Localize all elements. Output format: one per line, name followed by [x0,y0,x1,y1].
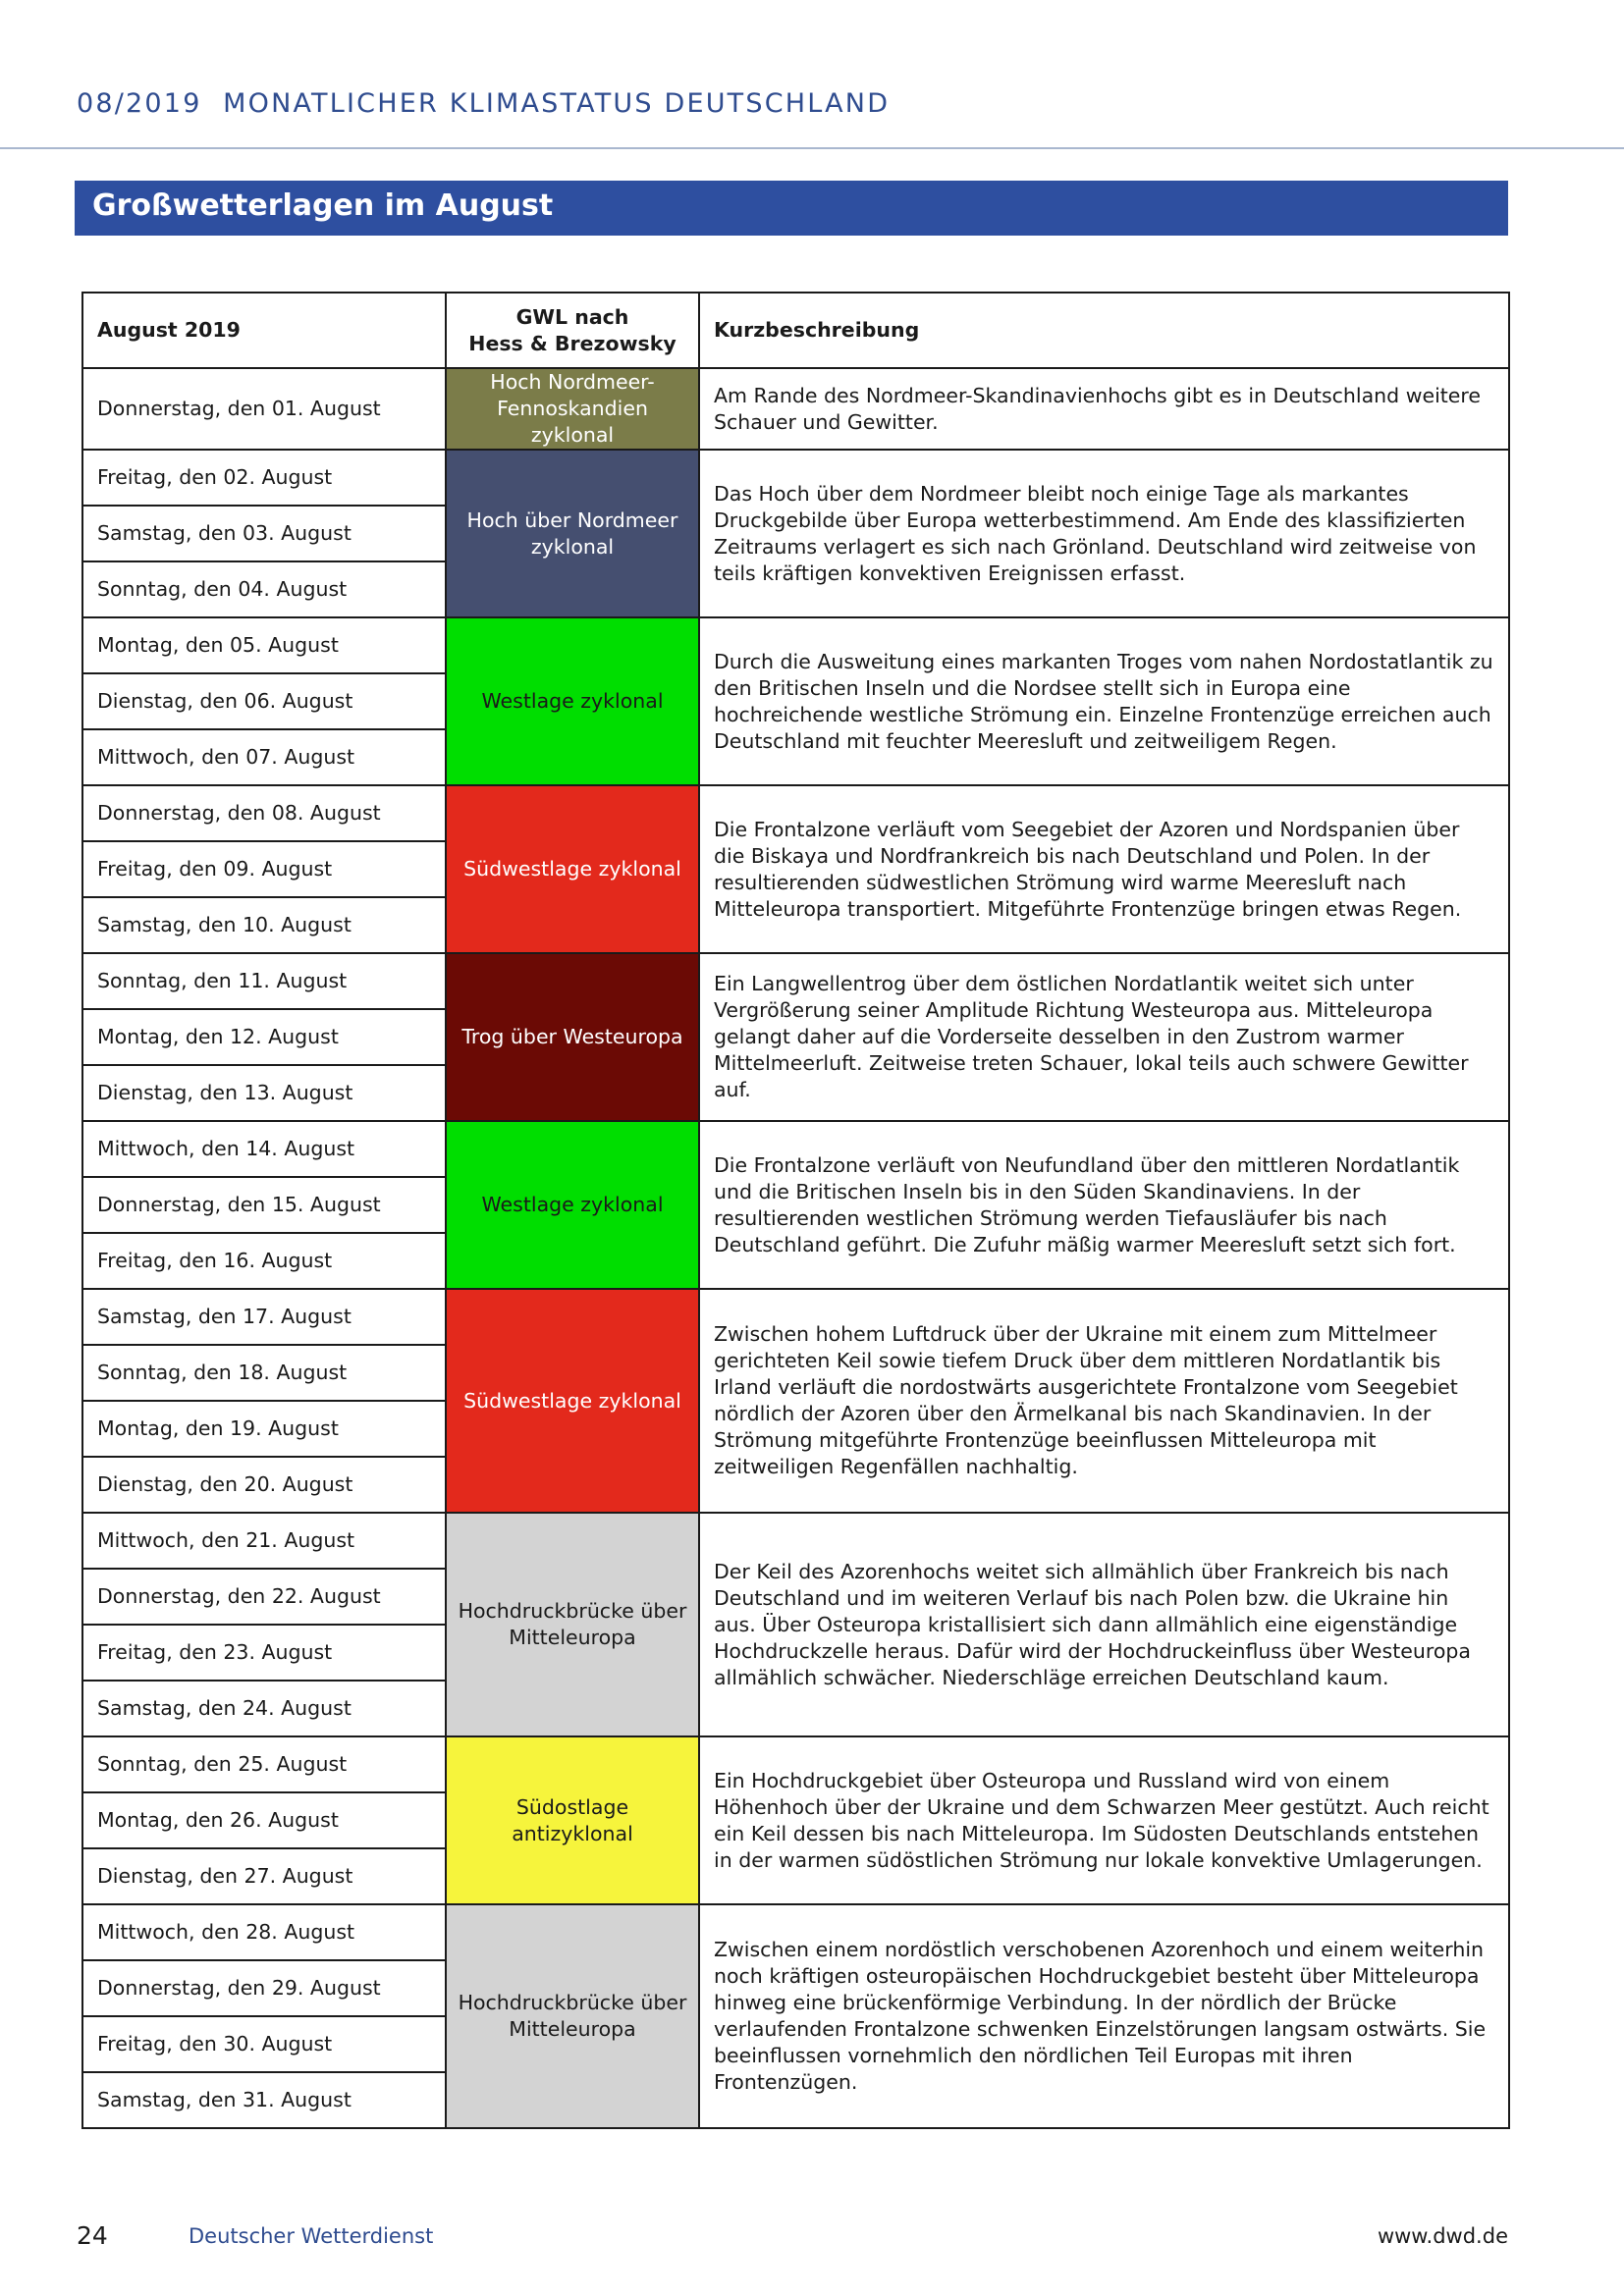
date-cell: Dienstag, den 06. August [82,673,446,729]
date-cell: Dienstag, den 13. August [82,1065,446,1121]
date-cell: Freitag, den 09. August [82,841,446,897]
description-cell: Zwischen einem nordöstlich verschobenen Azorenhoch und einem weiterhin noch kräftigen osteuropäischen Hochdruckgebiet besteht über Mitteleuropa hinweg eine brückenförmige Verbindung. In der nördlich der Brücke verlaufenden Frontalzone schwenken Einzelstörungen langsam ostwärts. Sie beeinflussen vornehmlich den nördlichen Teil Europas mit ihren Frontenzügen. [699,1904,1509,2128]
date-cell: Donnerstag, den 15. August [82,1177,446,1233]
table-row [82,617,1509,673]
table-row [82,368,1509,450]
date-cell: Montag, den 12. August [82,1009,446,1065]
date-cell: Samstag, den 24. August [82,1681,446,1736]
column-header-gwl [446,293,699,368]
date-cell: Dienstag, den 27. August [82,1848,446,1904]
table-row [82,785,1509,841]
date-cell: Montag, den 05. August [82,617,446,673]
date-cell: Freitag, den 23. August [82,1625,446,1681]
section-title: Großwetterlagen im August [75,181,1508,236]
date-cell: Freitag, den 02. August [82,450,446,506]
date-cell: Sonntag, den 25. August [82,1736,446,1792]
column-header-description: Kurzbeschreibung [699,293,1509,368]
date-cell: Montag, den 19. August [82,1401,446,1457]
date-cell: Montag, den 26. August [82,1792,446,1848]
description-cell: Am Rande des Nordmeer-Skandinavienhochs gibt es in Deutschland weitere Schauer und Gewitter. [699,368,1509,450]
gwl-cell: Südwestlage zyklonal [446,785,699,953]
table-row [82,1289,1509,1345]
gwl-cell: Hochdruckbrücke über Mitteleuropa [446,1513,699,1736]
description-cell: Das Hoch über dem Nordmeer bleibt noch einige Tage als markantes Druckgebilde über Europa wetterbestimmend. Am Ende des klassifizierten Zeitraums verlagert es sich nach Grönland. Deutschland wird zeitweise von teils kräftigen konvektiven Ereignissen erfasst. [699,450,1509,617]
weather-table [81,292,1510,2129]
gwl-cell: Trog über Westeuropa [446,953,699,1121]
footer-url: www.dwd.de [1377,2224,1508,2248]
footer-page-number: 24 [77,2221,108,2250]
date-cell: Donnerstag, den 08. August [82,785,446,841]
description-cell: Zwischen hohem Luftdruck über der Ukraine mit einem zum Mittelmeer gerichteten Keil sowie tiefem Druck über dem mittleren Nordatlantik bis Irland verläuft die nordostwärts ausgerichtete Frontalzone vom Seegebiet nördlich der Azoren über den Ärmelkanal bis nach Skandinavien. In der Strömung mitgeführte Frontenzüge beeinflussen Mitteleuropa mit zeitweiligen Regenfällen nachhaltig. [699,1289,1509,1513]
table-row [82,1736,1509,1792]
description-cell: Durch die Ausweitung eines markanten Troges vom nahen Nordostatlantik zu den Britischen Inseln und die Nordsee stellt sich in Europa eine hochreichende westliche Strömung ein. Einzelne Frontenzüge erreichen auch Deutschland mit feuchter Meeresluft und zeitweiligem Regen. [699,617,1509,785]
date-cell: Mittwoch, den 21. August [82,1513,446,1569]
date-cell: Dienstag, den 20. August [82,1457,446,1513]
table-row [82,953,1509,1009]
date-cell: Sonntag, den 04. August [82,561,446,617]
column-header-date: August 2019 [82,293,446,368]
table-row [82,450,1509,506]
table-row [82,1121,1509,1177]
date-cell: Sonntag, den 18. August [82,1345,446,1401]
column-header-gwl-line1: GWL nach [515,304,629,329]
gwl-cell: Hochdruckbrücke über Mitteleuropa [446,1904,699,2128]
gwl-cell: Hoch über Nordmeer zyklonal [446,450,699,617]
description-cell: Die Frontalzone verläuft von Neufundland über den mittleren Nordatlantik und die Britischen Inseln bis in den Süden Skandinaviens. In der resultierenden westlichen Strömung werden Tiefausläufer bis nach Deutschland geführt. Die Zufuhr mäßig warmer Meeresluft setzt sich fort. [699,1121,1509,1289]
table-body [82,368,1509,2128]
gwl-cell: Hoch Nordmeer-Fennoskandien zyklonal [446,368,699,450]
date-cell: Samstag, den 10. August [82,897,446,953]
gwl-cell: Westlage zyklonal [446,617,699,785]
date-cell: Sonntag, den 11. August [82,953,446,1009]
description-cell: Ein Langwellentrog über dem östlichen Nordatlantik weitet sich unter Vergrößerung seiner Amplitude Richtung Westeuropa aus. Mitteleuropa gelangt daher auf die Vorderseite desselben in den Zustrom warmer Mittelmeerluft. Zeitweise treten Schauer, lokal teils auch schwere Gewitter auf. [699,953,1509,1121]
date-cell: Mittwoch, den 07. August [82,729,446,785]
date-cell: Donnerstag, den 22. August [82,1569,446,1625]
date-cell: Samstag, den 03. August [82,506,446,561]
date-cell: Mittwoch, den 28. August [82,1904,446,1960]
description-cell: Der Keil des Azorenhochs weitet sich allmählich über Frankreich bis nach Deutschland und im weiteren Verlauf bis nach Polen bzw. die Ukraine hin aus. Über Osteuropa kristallisiert sich dann allmählich eine eigenständige Hochdruckzelle heraus. Dafür wird der Hochdruckeinfluss über Westeuropa allmählich schwächer. Niederschläge erreichen Deutschland kaum. [699,1513,1509,1736]
header-title: 08/2019 MONATLICHER KLIMASTATUS DEUTSCHLAND [77,88,891,119]
description-cell: Ein Hochdruckgebiet über Osteuropa und Russland wird von einem Höhenhoch über der Ukraine und dem Schwarzen Meer gestützt. Auch reicht ein Keil dessen bis nach Mitteleuropa. Im Südosten Deutschlands entstehen in der warmen südöstlichen Strömung nur lokale konvektive Umlagerungen. [699,1736,1509,1904]
table-row [82,1904,1509,1960]
date-cell: Mittwoch, den 14. August [82,1121,446,1177]
date-cell: Donnerstag, den 01. August [82,368,446,450]
gwl-cell: Südostlage antizyklonal [446,1736,699,1904]
date-cell: Freitag, den 16. August [82,1233,446,1289]
date-cell: Samstag, den 17. August [82,1289,446,1345]
gwl-cell: Südwestlage zyklonal [446,1289,699,1513]
footer-organization: Deutscher Wetterdienst [189,2224,434,2248]
column-header-gwl-line2: Hess & Brezowsky [468,331,677,355]
table-header-row [82,293,1509,368]
date-cell: Freitag, den 30. August [82,2016,446,2072]
description-cell: Die Frontalzone verläuft vom Seegebiet der Azoren und Nordspanien über die Biskaya und Nordfrankreich bis nach Deutschland und Polen. In der resultierenden südwestlichen Strömung wird warme Meeresluft nach Mitteleuropa transportiert. Mitgeführte Frontenzüge bringen etwas Regen. [699,785,1509,953]
date-cell: Donnerstag, den 29. August [82,1960,446,2016]
header-divider [0,147,1624,149]
gwl-cell: Westlage zyklonal [446,1121,699,1289]
date-cell: Samstag, den 31. August [82,2072,446,2128]
table-row [82,1513,1509,1569]
